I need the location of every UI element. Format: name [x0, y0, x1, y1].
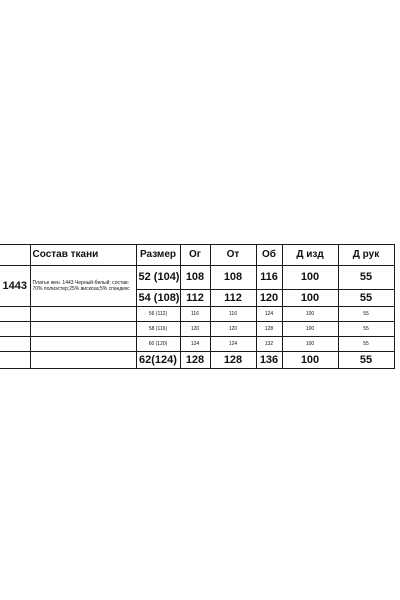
- d-izd-value: 100: [282, 352, 338, 369]
- d-izd-value: 100: [282, 290, 338, 307]
- table-row: [0, 352, 394, 369]
- header-d-ruk: Д рук: [338, 245, 394, 266]
- empty-description-cell: [30, 337, 136, 352]
- header-row: [0, 245, 394, 266]
- empty-model-cell: [0, 352, 30, 369]
- og-value: 124: [180, 337, 210, 352]
- size-value: 52 (104): [136, 266, 180, 290]
- ob-value: 132: [256, 337, 282, 352]
- size-chart-table: [0, 244, 395, 369]
- header-og: Ог: [180, 245, 210, 266]
- table-row: [0, 322, 394, 337]
- size-value: 62(124): [136, 352, 180, 369]
- header-size: Размер: [136, 245, 180, 266]
- table-row: [0, 266, 394, 290]
- header-composition: Состав ткани: [30, 245, 136, 266]
- header-ob: Об: [256, 245, 282, 266]
- ot-value: 108: [210, 266, 256, 290]
- d-ruk-value: 55: [338, 307, 394, 322]
- og-value: 120: [180, 322, 210, 337]
- size-value: 56 (112): [136, 307, 180, 322]
- d-ruk-value: 55: [338, 290, 394, 307]
- empty-model-cell: [0, 337, 30, 352]
- header-ot: От: [210, 245, 256, 266]
- ot-value: 116: [210, 307, 256, 322]
- table-row: [0, 307, 394, 322]
- header-d-izd: Д изд: [282, 245, 338, 266]
- ob-value: 116: [256, 266, 282, 290]
- og-value: 128: [180, 352, 210, 369]
- fabric-description-cell: [30, 266, 136, 307]
- d-izd-value: 100: [282, 266, 338, 290]
- d-izd-value: 100: [282, 337, 338, 352]
- ob-value: 128: [256, 322, 282, 337]
- size-value: 54 (108): [136, 290, 180, 307]
- og-value: 108: [180, 266, 210, 290]
- ot-value: 112: [210, 290, 256, 307]
- d-izd-value: 100: [282, 322, 338, 337]
- ob-value: 124: [256, 307, 282, 322]
- og-value: 116: [180, 307, 210, 322]
- ob-value: 136: [256, 352, 282, 369]
- empty-description-cell: [30, 352, 136, 369]
- d-ruk-value: 55: [338, 337, 394, 352]
- empty-description-cell: [30, 307, 136, 322]
- empty-model-cell: [0, 307, 30, 322]
- d-ruk-value: 55: [338, 352, 394, 369]
- og-value: 112: [180, 290, 210, 307]
- ot-value: 124: [210, 337, 256, 352]
- table-row: [0, 337, 394, 352]
- fabric-description: Платье жен. 1443 Черный-белый; состав: 70% полиэстер;25% вискоза;5% спандекс: [32, 279, 130, 292]
- ob-value: 120: [256, 290, 282, 307]
- d-izd-value: 100: [282, 307, 338, 322]
- ot-value: 120: [210, 322, 256, 337]
- ot-value: 128: [210, 352, 256, 369]
- empty-description-cell: [30, 322, 136, 337]
- d-ruk-value: 55: [338, 322, 394, 337]
- header-model-cell: [0, 245, 30, 266]
- model-number: 1443: [0, 266, 30, 307]
- size-value: 60 (120): [136, 337, 180, 352]
- size-value: 58 (116): [136, 322, 180, 337]
- d-ruk-value: 55: [338, 266, 394, 290]
- empty-model-cell: [0, 322, 30, 337]
